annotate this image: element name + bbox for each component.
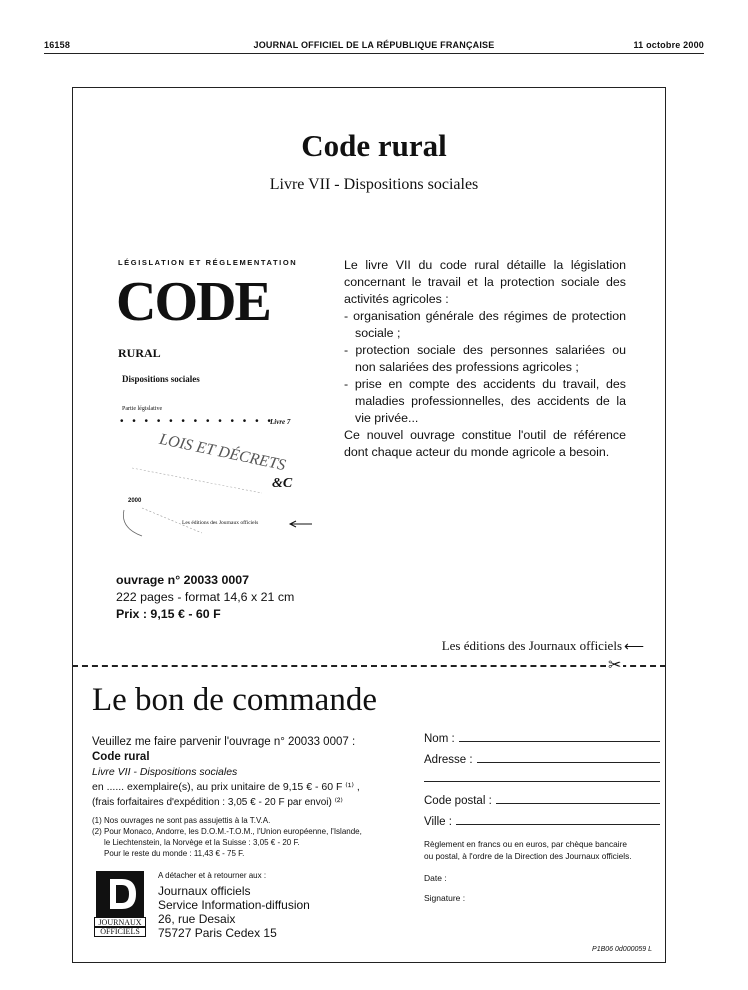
book-description <box>344 257 626 461</box>
order-request: Veuillez me faire parvenir l'ouvrage n° 20033 0007 : <box>92 736 356 748</box>
order-book-subtitle: Livre VII - Dispositions sociales <box>92 766 238 778</box>
cut-line <box>72 665 666 667</box>
signature-field[interactable]: Signature : <box>424 893 466 903</box>
address-line: 75727 Paris Cedex 15 <box>158 926 277 940</box>
order-book-title: Code rural <box>92 751 150 763</box>
payment-terms-line: ou postal, à l'ordre de la Direction des Journaux officiels. <box>424 851 632 861</box>
adresse-field[interactable] <box>424 754 660 766</box>
arrow-left-icon: ⟵ <box>624 638 645 654</box>
description-item: - protection sociale des personnes salariées ou non salariées des professions agricoles ; <box>344 343 626 374</box>
logo-mark <box>96 871 144 917</box>
nom-label: Nom : <box>424 733 455 745</box>
payment-terms <box>424 838 674 862</box>
return-label: A détacher et à retourner aux : <box>158 871 267 880</box>
note-2a: (2) Pour Monaco, Andorre, les D.O.M.-T.O.M., l'Union européenne, l'Islande, <box>92 827 362 836</box>
note-1: (1) Nos ouvrages ne sont pas assujettis à la T.V.A. <box>92 816 271 825</box>
cover-monogram: &C <box>272 476 293 491</box>
quantity-line: en ...... exemplaire(s), au prix unitaire de 9,15 € - 60 F ⁽¹⁾ , <box>92 781 360 793</box>
cover-script-text: LOIS ET DÉCRETS <box>157 430 288 475</box>
note-2b: le Liechtenstein, la Norvège et la Suisse : 3,05 € - 20 F. <box>104 838 300 847</box>
adresse-line-2[interactable] <box>424 781 660 782</box>
ouvrage-number: ouvrage n° 20033 0007 <box>116 573 250 587</box>
publisher-name: Les éditions des Journaux officiels <box>441 638 622 653</box>
book-cover-image <box>112 258 322 548</box>
logo-text-1: JOURNAUX <box>94 917 146 928</box>
ville-field[interactable] <box>424 816 660 828</box>
cover-publisher: Les éditions des Journaux officiels <box>182 520 259 526</box>
header-rule <box>44 53 704 54</box>
order-details <box>92 735 392 859</box>
nom-field[interactable] <box>424 733 660 745</box>
cover-code-word: CODE <box>116 271 270 333</box>
address-line: Journaux officiels <box>158 884 251 898</box>
adresse-label: Adresse : <box>424 754 473 766</box>
book-title: Code rural <box>301 128 447 163</box>
description-item: - prise en compte des accidents du travail, des maladies professionnelles, des accidents de la vie privée... <box>344 377 626 425</box>
cover-dots: • • • • • • • • • • • • • <box>120 416 274 427</box>
cover-subject: Dispositions sociales <box>122 374 200 384</box>
journaux-officiels-logo <box>94 871 146 937</box>
ville-label: Ville : <box>424 816 452 828</box>
cover-lines <box>112 258 322 548</box>
cover-livre: Livre 7 <box>270 418 291 426</box>
reference-code: P1B06 0d000059 L <box>592 946 652 953</box>
note-2c: Pour le reste du monde : 11,43 € - 75 F. <box>104 849 245 858</box>
logo-text-2: OFFICIELS <box>94 926 146 937</box>
address-line: 26, rue Desaix <box>158 912 236 926</box>
scissors-icon: ✂ <box>608 657 622 674</box>
order-form-title: Le bon de commande <box>92 682 377 718</box>
cover-year: 2000 <box>128 498 142 504</box>
description-list <box>344 308 626 427</box>
date-field[interactable]: Date : <box>424 873 447 883</box>
cover-rural-word: RURAL <box>118 346 161 360</box>
return-address <box>158 870 310 940</box>
page-number: 16158 <box>44 40 71 50</box>
code-postal-field[interactable] <box>424 795 660 807</box>
cover-part: Partie législative <box>122 406 163 412</box>
book-subtitle: Livre VII - Dispositions sociales <box>269 176 479 193</box>
description-intro: Le livre VII du code rural détaille la législation concernant le travail et la protection sociale des activités agricoles : <box>344 258 626 306</box>
header-date: 11 octobre 2000 <box>633 40 704 50</box>
pages-format: 222 pages - format 14,6 x 21 cm <box>116 590 295 604</box>
code-postal-label: Code postal : <box>424 795 492 807</box>
address-line: Service Information-diffusion <box>158 898 310 912</box>
description-outro: Ce nouvel ouvrage constitue l'outil de référence dont chaque acteur du monde agricole a besoin. <box>344 428 626 459</box>
description-item: - organisation générale des régimes de protection sociale ; <box>344 309 626 340</box>
journal-title: JOURNAL OFFICIEL DE LA RÉPUBLIQUE FRANÇAISE <box>253 40 495 50</box>
payment-terms-line: Règlement en francs ou en euros, par chèque bancaire <box>424 839 627 849</box>
price: Prix : 9,15 € - 60 F <box>116 607 221 621</box>
shipping-line: (frais forfaitaires d'expédition : 3,05 € - 20 F par envoi) ⁽²⁾ <box>92 797 343 808</box>
book-specs <box>116 572 294 623</box>
cover-top-line: LÉGISLATION ET RÉGLEMENTATION <box>118 258 298 267</box>
